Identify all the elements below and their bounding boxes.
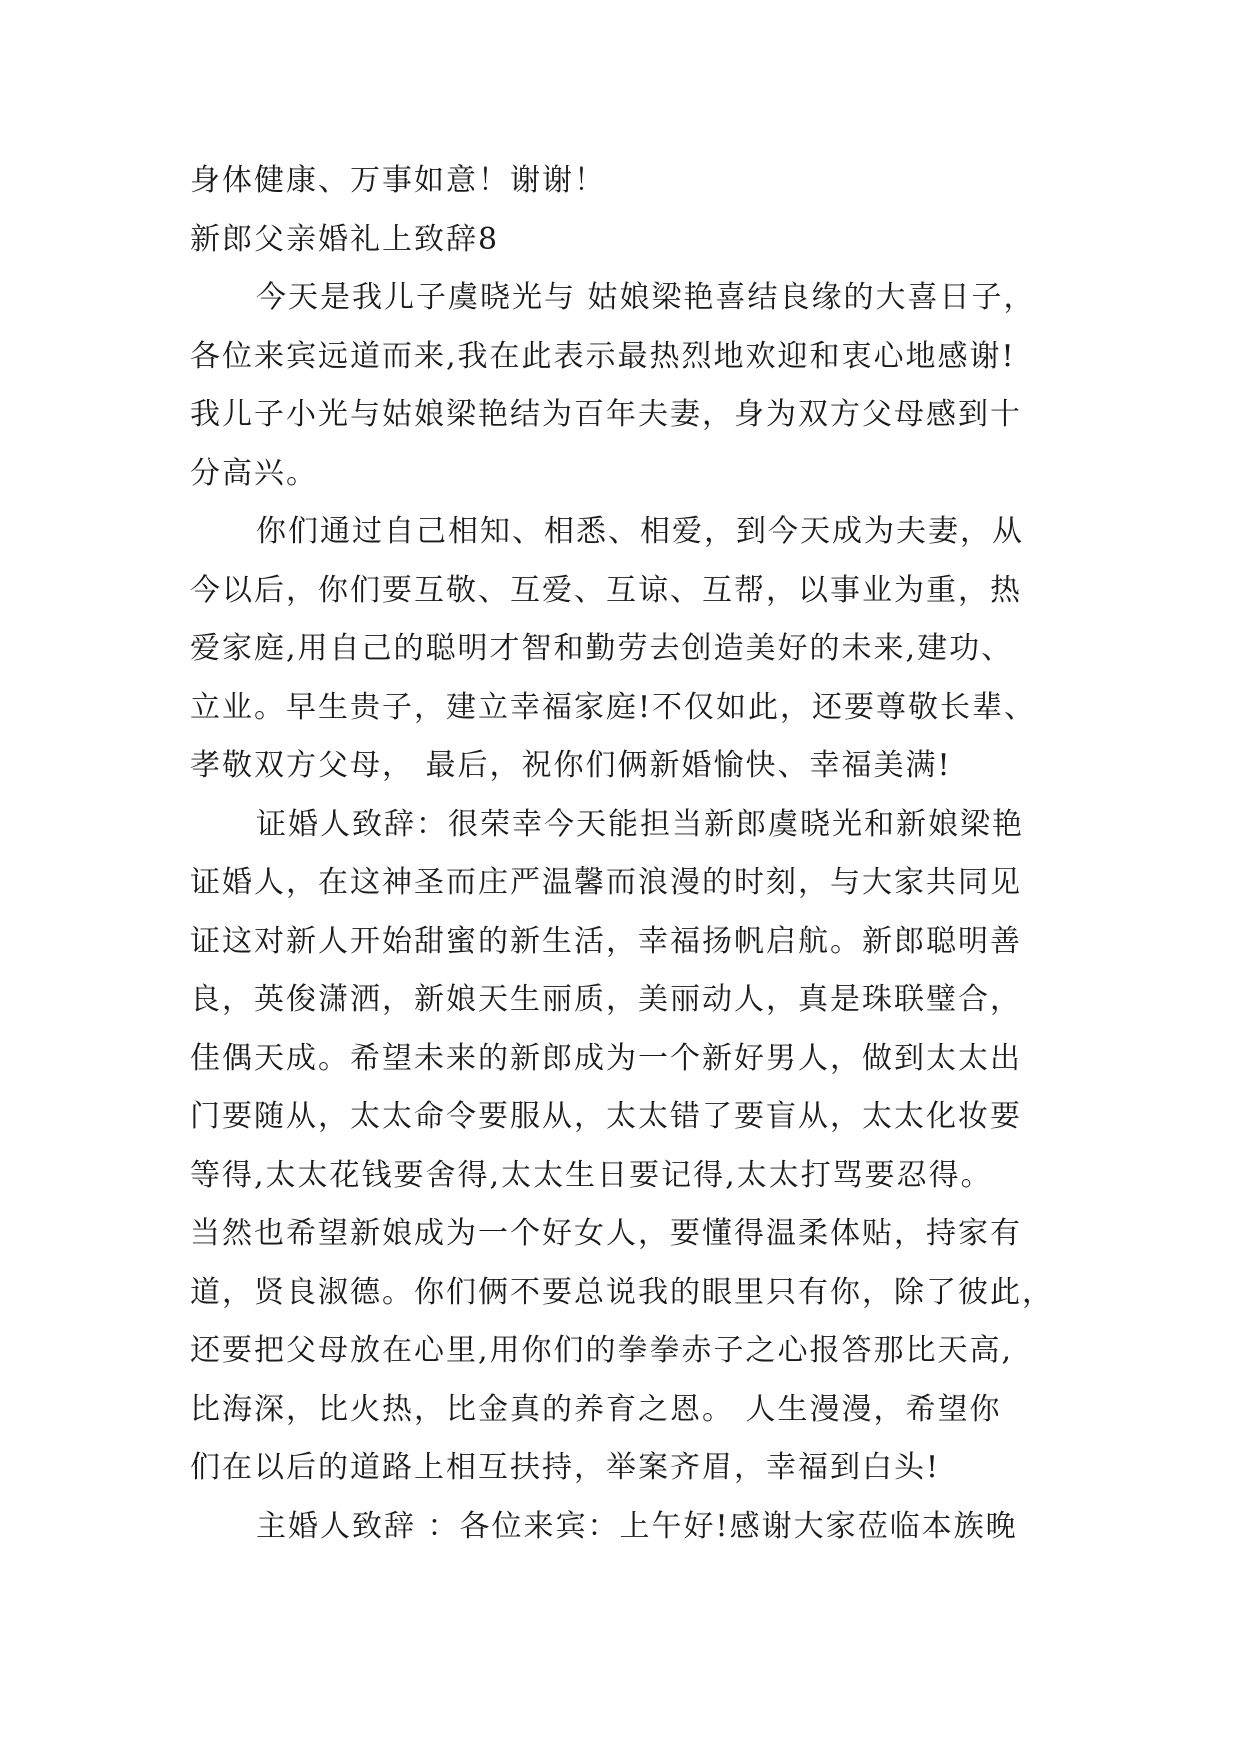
paragraph-first-line: 证婚人致辞：很荣幸今天能担当新郎虞晓光和新娘梁艳 <box>256 806 1024 842</box>
text-line: 当然也希望新娘成为一个好女人，要懂得温柔体贴，持家有 <box>190 1216 1022 1251</box>
text-line: 我儿子小光与姑娘梁艳结为百年夫妻，身为双方父母感到十 <box>190 397 1022 432</box>
section-heading: 新郎父亲婚礼上致辞8 <box>190 221 500 257</box>
paragraph-first-line: 主婚人致辞 ：各位来宾：上午好!感谢大家莅临本族晚 <box>256 1508 1018 1544</box>
text-line: 身体健康、万事如意！谢谢！ <box>190 163 606 198</box>
text-line: 各位来宾远道而来,我在此表示最热烈地欢迎和衷心地感谢! <box>190 338 1016 374</box>
text-line: 们在以后的道路上相互扶持，举案齐眉，幸福到白头! <box>190 1450 941 1485</box>
text-line: 立业。早生贵子，建立幸福家庭!不仅如此，还要尊敬长辈、 <box>190 689 1037 725</box>
text-line: 比海深，比火热，比金真的养育之恩。 人生漫漫，希望你 <box>190 1391 1002 1427</box>
paragraph-first-line: 今天是我儿子虞晓光与 姑娘梁艳喜结良缘的大喜日子， <box>256 280 1036 315</box>
text-line: 分高兴。 <box>190 455 318 491</box>
text-line: 门要随从，太太命令要服从，太太错了要盲从，太太化妆要 <box>190 1099 1022 1134</box>
text-line: 良，英俊潇洒，新娘天生丽质，美丽动人，真是珠联璧合， <box>190 982 1022 1017</box>
document-body <box>190 152 1070 1556</box>
text-line: 证婚人，在这神圣而庄严温馨而浪漫的时刻，与大家共同见 <box>190 865 1022 900</box>
paragraph-first-line: 你们通过自己相知、相悉、相爱，到今天成为夫妻，从 <box>256 514 1024 549</box>
text-line: 佳偶天成。希望未来的新郎成为一个新好男人，做到太太出 <box>190 1040 1022 1076</box>
text-line: 孝敬双方父母， 最后，祝你们俩新婚愉快、幸福美满! <box>190 748 952 783</box>
text-line: 证这对新人开始甜蜜的新生活，幸福扬帆启航。新郎聪明善 <box>190 923 1022 959</box>
text-line: 爱家庭,用自己的聪明才智和勤劳去创造美好的未来,建功、 <box>190 631 1014 666</box>
text-line: 今以后，你们要互敬、互爱、互谅、互帮，以事业为重，热 <box>190 572 1022 608</box>
text-line: 还要把父母放在心里,用你们的拳拳赤子之心报答那比天高, <box>190 1333 1014 1368</box>
text-line: 等得,太太花钱要舍得,太太生日要记得,太太打骂要忍得。 <box>190 1157 993 1193</box>
text-line: 道，贤良淑德。你们俩不要总说我的眼里只有你，除了彼此， <box>190 1274 1054 1310</box>
